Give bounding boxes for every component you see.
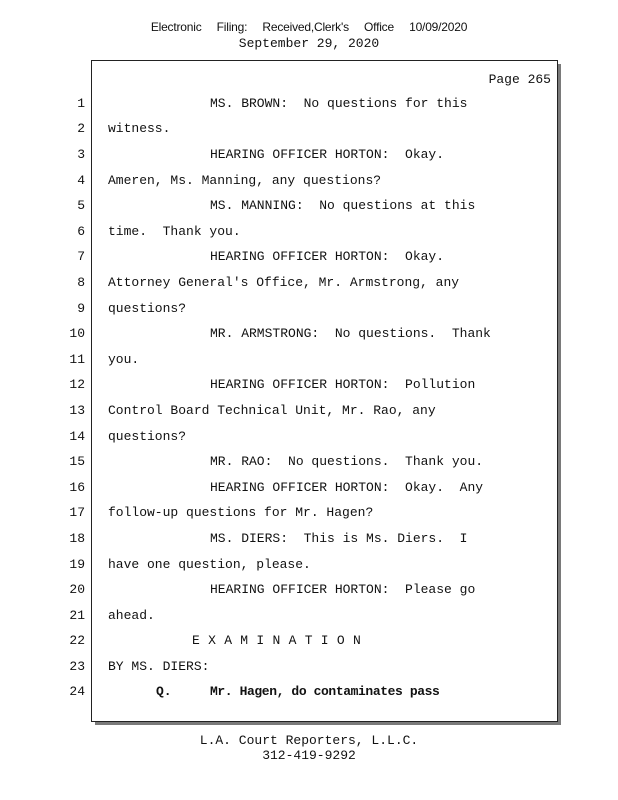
transcript-line: time. Thank you. <box>108 224 241 239</box>
transcript-line: Ameren, Ms. Manning, any questions? <box>108 173 382 188</box>
transcript-line: BY MS. DIERS: <box>108 659 210 674</box>
line-number: 3 <box>77 147 85 162</box>
line-number: 16 <box>69 480 85 495</box>
line-number: 20 <box>69 582 85 597</box>
line-number: 1 <box>77 96 85 111</box>
line-number: 9 <box>77 301 85 316</box>
question-text: Mr. Hagen, do contaminates pass <box>210 684 440 699</box>
page-number: Page 265 <box>488 72 551 87</box>
court-reporter-name: L.A. Court Reporters, L.L.C. <box>199 733 419 748</box>
transcript-line: questions? <box>108 429 187 444</box>
transcript-line: Control Board Technical Unit, Mr. Rao, any <box>108 403 436 418</box>
line-number: 14 <box>69 429 85 444</box>
transcript-line: MS. MANNING: No questions at this <box>210 198 476 213</box>
line-number: 15 <box>69 454 85 469</box>
line-number: 2 <box>77 121 85 136</box>
line-number: 5 <box>77 198 85 213</box>
line-number: 18 <box>69 531 85 546</box>
transcript-line: Attorney General's Office, Mr. Armstrong, any <box>108 275 460 290</box>
transcript-line: have one question, please. <box>108 557 311 572</box>
filing-stamp <box>0 20 618 34</box>
filing-label: Electronic <box>150 20 202 34</box>
transcript-line: follow-up questions for Mr. Hagen? <box>108 505 374 520</box>
line-number: 12 <box>69 377 85 392</box>
transcript-line: ahead. <box>108 608 155 623</box>
line-number: 11 <box>69 352 85 367</box>
filing-word: Filing: <box>216 20 248 34</box>
transcript-line: HEARING OFFICER HORTON: Okay. <box>210 147 445 162</box>
transcript-line: witness. <box>108 121 171 136</box>
transcript-line: you. <box>108 352 140 367</box>
line-number: 24 <box>69 684 85 699</box>
transcript-line: HEARING OFFICER HORTON: Pollution <box>210 377 476 392</box>
transcript-line: questions? <box>108 301 187 316</box>
transcript-line: MR. RAO: No questions. Thank you. <box>210 454 484 469</box>
transcript-line: HEARING OFFICER HORTON: Okay. <box>210 249 445 264</box>
line-number: 10 <box>69 326 85 341</box>
line-number: 21 <box>69 608 85 623</box>
line-number: 7 <box>77 249 85 264</box>
line-number: 6 <box>77 224 85 239</box>
filing-date: 10/09/2020 <box>409 20 468 34</box>
transcript-line: MR. ARMSTRONG: No questions. Thank <box>210 326 491 341</box>
transcript-line: HEARING OFFICER HORTON: Please go <box>210 582 476 597</box>
court-reporter-phone: 312-419-9292 <box>262 748 356 763</box>
line-number: 8 <box>77 275 85 290</box>
filing-status: Received,Clerk's <box>262 20 349 34</box>
question-marker: Q. <box>156 684 172 699</box>
line-number: 23 <box>69 659 85 674</box>
line-number: 19 <box>69 557 85 572</box>
line-number: 22 <box>69 633 85 648</box>
filing-office: Office <box>364 20 394 34</box>
transcript-date: September 29, 2020 <box>238 36 380 51</box>
transcript-line: MS. BROWN: No questions for this <box>210 96 468 111</box>
transcript-line: HEARING OFFICER HORTON: Okay. Any <box>210 480 484 495</box>
transcript-line: MS. DIERS: This is Ms. Diers. I <box>210 531 468 546</box>
line-number: 13 <box>69 403 85 418</box>
line-number: 17 <box>69 505 85 520</box>
line-number: 4 <box>77 173 85 188</box>
examination-heading: EXAMINATION <box>192 633 370 648</box>
